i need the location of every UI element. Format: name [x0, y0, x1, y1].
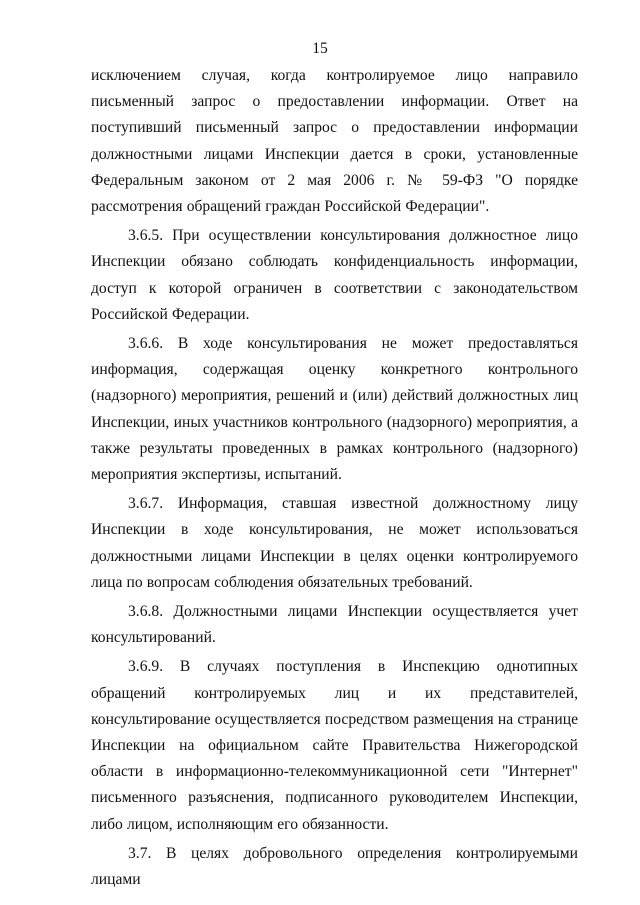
- paragraph-3-7: 3.7. В целях добровольного определения контролируемыми лицами: [91, 844, 578, 889]
- paragraph-3-6-5: 3.6.5. При осуществлении консультирования должностное лицо Инспекции обязано соблюдать конфиденциальность информации, доступ к которой ограничен в соответствии с законодательством Российской Федерации.: [91, 227, 578, 323]
- paragraph-3-6-7: 3.6.7. Информация, ставшая известной должностному лицу Инспекции в ходе консультирования, не может использоваться должностными лицами Инспекции в целях оценки контролируемого лица по вопросам соблюдения обязательных требований.: [91, 495, 578, 591]
- document-body: [91, 63, 578, 896]
- page-number: 15: [312, 40, 328, 57]
- paragraph-3-6-9: 3.6.9. В случаях поступления в Инспекцию однотипных обращений контролируемых лиц и их представителей, консультирование осуществляется посредством размещения на странице Инспекции на официальном сайте Правительства Нижегородской области в информационно-телекоммуникационной сети "Интернет" письменного разъяснения, подписанного руководителем Инспекции, либо лицом, исполняющим его обязанности.: [91, 658, 578, 833]
- paragraph-3-6-6: 3.6.6. В ходе консультирования не может предоставляться информация, содержащая оценку конкретного контрольного (надзорного) мероприятия, решений и (или) действий должностных лиц Инспекции, иных участников контрольного (надзорного) мероприятия, а также результаты проведенных в рамках контрольного (надзорного) мероприятия экспертизы, испытаний.: [91, 335, 578, 484]
- paragraph-continuation: исключением случая, когда контролируемое лицо направило письменный запрос о предоставлении информации. Ответ на поступивший письменный запрос о предоставлении информации должностными лицами Инспекции дается в сроки, установленные Федеральным законом от 2 мая 2006 г. № 59-ФЗ "О порядке рассмотрения обращений граждан Российской Федерации".: [91, 67, 578, 216]
- paragraph-3-6-8: 3.6.8. Должностными лицами Инспекции осуществляется учет консультирований.: [91, 603, 578, 647]
